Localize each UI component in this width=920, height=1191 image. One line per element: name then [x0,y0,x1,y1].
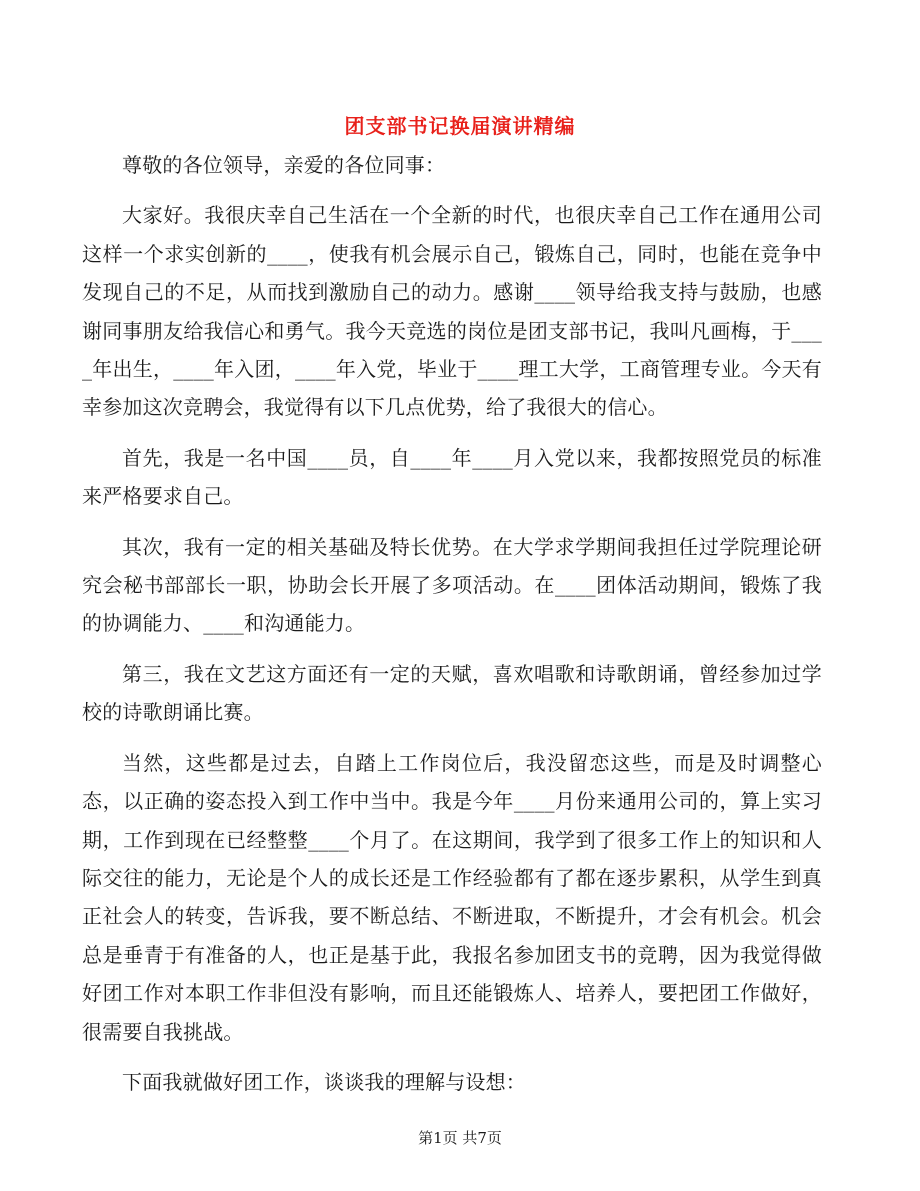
document-body [82,146,822,1101]
work-experience-paragraph: 当然，这些都是过去，自踏上工作岗位后，我没留恋这些，而是及时调整心态，以正确的姿态投入到工作中当中。我是今年____月份来通用公司的，算上实习期，工作到现在已经整整____个月了。在这期间，我学到了很多工作上的知识和人际交往的能力，无论是个人的成长还是工作经验都有了都在逐步累积，从学生到真正社会人的转变，告诉我，要不断总结、不断进取，不断提升，才会有机会。机会总是垂青于有准备的人，也正是基于此，我报名参加团支书的竞聘，因为我觉得做好团工作对本职工作非但没有影响，而且还能锻炼人、培养人，要把团工作做好，很需要自我挑战。 [82,750,822,1044]
salutation-paragraph: 尊敬的各位领导，亲爱的各位同事： [122,153,446,177]
first-advantage-paragraph: 首先，我是一名中国____员，自____年____月入党以来，我都按照党员的标准来严格要求自己。 [82,445,822,509]
closing-paragraph: 下面我就做好团工作，谈谈我的理解与设想： [122,1069,526,1094]
page-number-footer: 第1页 共7页 [418,1129,502,1147]
third-advantage-paragraph: 第三，我在文艺这方面还有一定的天赋，喜欢唱歌和诗歌朗诵，曾经参加过学校的诗歌朗诵比赛。 [82,661,822,725]
intro-paragraph: 大家好。我很庆幸自己生活在一个全新的时代，也很庆幸自己工作在通用公司这样一个求实创新的____，使我有机会展示自己，锻炼自己，同时，也能在竞争中发现自己的不足，从而找到激励自己的动力。感谢____领导给我支持与鼓励，也感谢同事朋友给我信心和勇气。我今天竞选的岗位是团支部书记，我叫凡画梅，于____年出生，____年入团，____年入党，毕业于____理工大学，工商管理专业。今天有幸参加这次竞聘会，我觉得有以下几点优势，给了我很大的信心。 [82,203,822,420]
document-title: 团支部书记换届演讲精编 [344,114,576,138]
second-advantage-paragraph: 其次，我有一定的相关基础及特长优势。在大学求学期间我担任过学院理论研究会秘书部部长一职，协助会长开展了多项活动。在____团体活动期间，锻炼了我的协调能力、____和沟通能力。 [82,534,822,636]
